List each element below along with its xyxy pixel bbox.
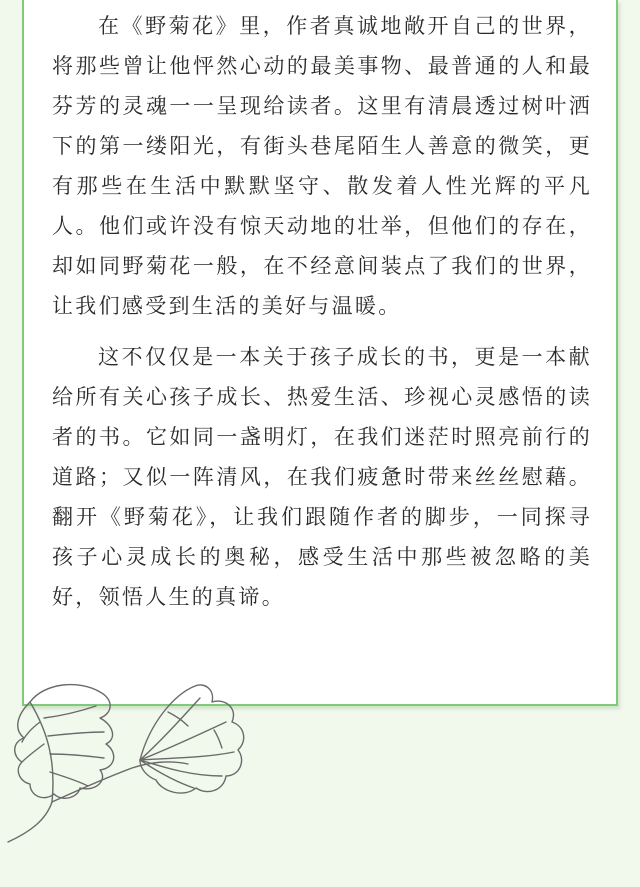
paragraph-2: 这不仅仅是一本关于孩子成长的书，更是一本献给所有关心孩子成长、热爱生活、珍视心灵感悟的读者的书。它如同一盏明灯，在我们迷茫时照亮前行的道路；又似一阵清风，在我们疲惫时带来丝丝慰藉。翻开《野菊花》，让我们跟随作者的脚步，一同探寻孩子心灵成长的奥秘，感受生活中那些被忽略的美好，领悟人生的真谛。 — [52, 345, 592, 609]
text-card — [22, 0, 618, 706]
paragraph-1: 在《野菊花》里，作者真诚地敞开自己的世界，将那些曾让他怦然心动的最美事物、最普通的人和最芬芳的灵魂一一呈现给读者。这里有清晨透过树叶洒下的第一缕阳光，有街头巷尾陌生人善意的微笑，更有那些在生活中默默坚守、散发着人性光辉的平凡人。他们或许没有惊天动地的壮举，但他们的存在，却如同野菊花一般，在不经意间装点了我们的世界，让我们感受到生活的美好与温暖。 — [52, 14, 592, 318]
leaf-line-art-icon — [0, 672, 260, 852]
